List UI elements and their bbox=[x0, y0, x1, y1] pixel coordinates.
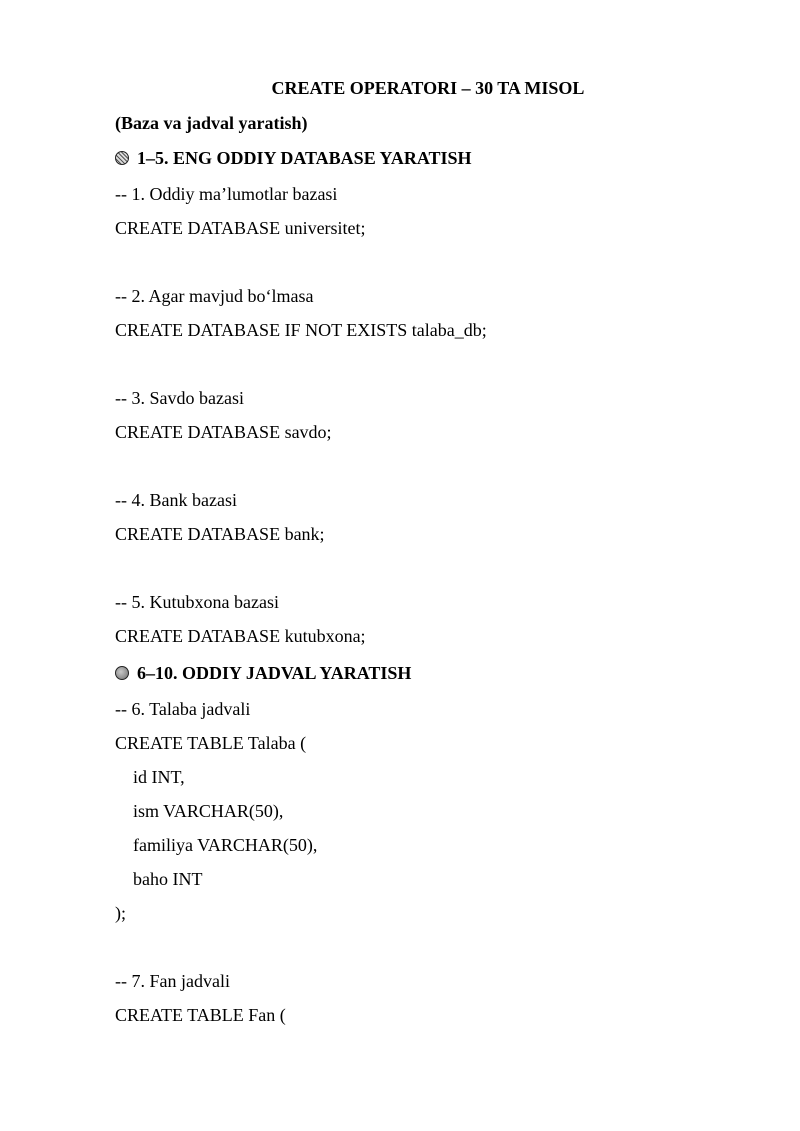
example-2-code: CREATE DATABASE IF NOT EXISTS talaba_db; bbox=[115, 320, 487, 340]
example-5-code: CREATE DATABASE kutubxona; bbox=[115, 626, 366, 646]
section-heading-1 bbox=[115, 147, 472, 169]
example-1-comment: -- 1. Oddiy ma’lumotlar bazasi bbox=[115, 184, 338, 204]
section-heading-2 bbox=[115, 662, 411, 684]
example-7-comment: -- 7. Fan jadvali bbox=[115, 971, 230, 991]
document-subtitle: (Baza va jadval yaratish) bbox=[115, 113, 308, 133]
example-6-column-1: id INT, bbox=[133, 767, 185, 787]
section-heading-1-text: 1–5. ENG ODDIY DATABASE YARATISH bbox=[137, 148, 472, 168]
example-6-column-4: baho INT bbox=[133, 869, 203, 889]
example-1-code: CREATE DATABASE universitet; bbox=[115, 218, 366, 238]
example-6-close: ); bbox=[115, 903, 126, 923]
example-4-code: CREATE DATABASE bank; bbox=[115, 524, 325, 544]
example-3-comment: -- 3. Savdo bazasi bbox=[115, 388, 244, 408]
example-6-comment: -- 6. Talaba jadvali bbox=[115, 699, 251, 719]
example-6-column-3: familiya VARCHAR(50), bbox=[133, 835, 318, 855]
section-heading-2-text: 6–10. ODDIY JADVAL YARATISH bbox=[137, 663, 412, 683]
example-4-comment: -- 4. Bank bazasi bbox=[115, 490, 237, 510]
example-5-comment: -- 5. Kutubxona bazasi bbox=[115, 592, 279, 612]
example-6-open: CREATE TABLE Talaba ( bbox=[115, 733, 307, 753]
document-title: CREATE OPERATORI – 30 TA MISOL bbox=[271, 78, 585, 98]
example-2-comment: -- 2. Agar mavjud bo‘lmasa bbox=[115, 286, 314, 306]
gray-circle-icon bbox=[115, 666, 129, 680]
hatched-circle-icon bbox=[115, 151, 129, 165]
example-3-code: CREATE DATABASE savdo; bbox=[115, 422, 332, 442]
example-6-column-2: ism VARCHAR(50), bbox=[133, 801, 284, 821]
example-7-open: CREATE TABLE Fan ( bbox=[115, 1005, 286, 1025]
